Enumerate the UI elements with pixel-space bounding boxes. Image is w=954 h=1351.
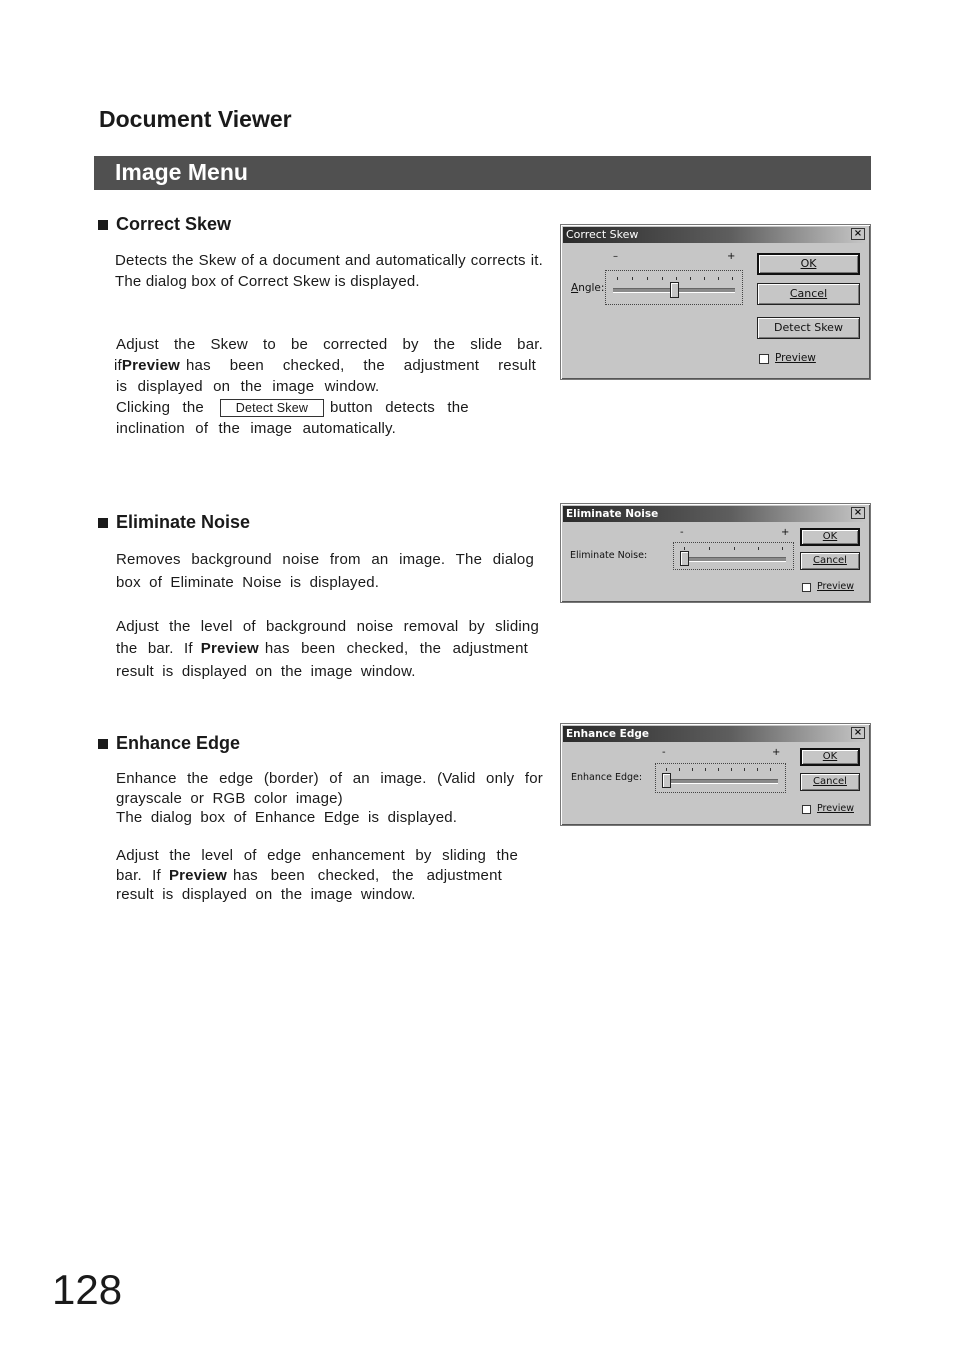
- image-menu-bar: Image Menu: [94, 156, 871, 190]
- eliminate-noise-checked-text: has been checked, the adjustment: [264, 640, 528, 657]
- eliminate-noise-heading-text: Eliminate Noise: [116, 512, 251, 532]
- enhance-edge-para2c: result is displayed on the image window.: [116, 886, 416, 903]
- eliminate-noise-slider[interactable]: [673, 542, 794, 570]
- enhance-edge-description: [116, 769, 543, 828]
- preview-label: Preview: [775, 352, 816, 364]
- eliminate-noise-dialog-titlebar: [563, 506, 868, 522]
- correct-skew-button-detects-text: button detects the: [329, 399, 469, 416]
- ok-button[interactable]: OK: [757, 253, 860, 275]
- angle-minus-label: –: [613, 251, 618, 262]
- cancel-button[interactable]: Cancel: [800, 773, 860, 791]
- eliminate-noise-dialog: [560, 503, 871, 603]
- eliminate-noise-para1a: Removes background noise from an image. The dialog: [116, 551, 534, 568]
- enhance-edge-heading: [98, 733, 240, 754]
- preview-checkbox[interactable]: [759, 354, 769, 364]
- preview-checkbox[interactable]: [802, 583, 811, 592]
- enhance-edge-para1c: The dialog box of Enhance Edge is displayed.: [116, 809, 458, 826]
- eliminate-noise-preview-bold: Preview: [200, 640, 259, 657]
- enhance-edge-heading-text: Enhance Edge: [116, 733, 241, 753]
- cancel-button[interactable]: Cancel: [757, 283, 860, 305]
- eliminate-noise-adjust: [116, 616, 539, 638]
- noise-slider-thumb[interactable]: [680, 551, 689, 566]
- enhance-edge-dialog: [560, 723, 871, 826]
- enhance-edge-slider[interactable]: [655, 763, 786, 793]
- angle-slider-thumb[interactable]: [670, 282, 679, 298]
- document-viewer-heading: Document Viewer: [99, 106, 292, 132]
- edge-slider-thumb[interactable]: [662, 773, 671, 788]
- enhance-edge-checked-text: has been checked, the adjustment: [233, 867, 502, 884]
- enhance-edge-dialog-titlebar: [563, 726, 868, 742]
- correct-skew-clicking-text: Clicking the: [116, 399, 204, 416]
- correct-skew-dialog-title: Correct Skew: [566, 228, 639, 241]
- eliminate-noise-para2a: Adjust the level of background noise removal by sliding: [116, 618, 539, 635]
- detect-skew-inline-button: Detect Skew: [220, 399, 324, 417]
- eliminate-noise-description: [116, 548, 534, 594]
- close-icon[interactable]: ×: [851, 727, 865, 739]
- correct-skew-para2c: is displayed on the image window.: [116, 378, 380, 395]
- ok-button[interactable]: OK: [800, 748, 860, 766]
- eliminate-noise-preview-line: [116, 638, 528, 660]
- eliminate-noise-para1b: box of Eliminate Noise is displayed.: [116, 574, 380, 591]
- correct-skew-dialog-titlebar: [563, 227, 868, 243]
- correct-skew-heading-text: Correct Skew: [116, 214, 232, 234]
- eliminate-noise-bar-if: the bar. If: [116, 640, 193, 657]
- enhance-edge-preview-line: [116, 866, 502, 886]
- bullet-square-icon: [98, 220, 108, 230]
- page-number: 128: [52, 1266, 123, 1313]
- correct-skew-adjust-text: [116, 334, 543, 355]
- correct-skew-para1: Detects the Skew of a document and automatically corrects it. The dialog box of Correct Skew is displayed.: [115, 252, 543, 290]
- preview-label: Preview: [817, 581, 854, 592]
- correct-skew-para2a: Adjust the Skew to be corrected by the slide bar.: [116, 336, 543, 353]
- angle-plus-label: +: [727, 251, 736, 262]
- eliminate-noise-para2c: result is displayed on the image window.: [116, 663, 416, 680]
- correct-skew-description: [115, 250, 543, 292]
- angle-slider[interactable]: [605, 270, 743, 305]
- eliminate-noise-heading: [98, 512, 250, 533]
- detect-skew-button[interactable]: Detect Skew: [757, 317, 860, 339]
- preview-checkbox[interactable]: [802, 805, 811, 814]
- enhance-edge-dialog-title: Enhance Edge: [566, 728, 650, 740]
- enhance-edge-para1b: grayscale or RGB color image): [116, 789, 343, 807]
- correct-skew-para3-end: inclination of the image automatically.: [116, 420, 396, 437]
- correct-skew-heading: [98, 214, 231, 235]
- enhance-edge-para1a: Enhance the edge (border) of an image. (Valid only for: [116, 770, 543, 787]
- bullet-square-icon: [98, 518, 108, 528]
- preview-label: Preview: [817, 803, 854, 814]
- cancel-button[interactable]: Cancel: [800, 552, 860, 570]
- enhance-edge-preview-bold: Preview: [168, 867, 228, 884]
- edge-plus-label: +: [772, 747, 781, 758]
- correct-skew-dialog: [560, 224, 871, 380]
- correct-skew-preview-line: [114, 355, 536, 376]
- angle-label: Angle:: [571, 282, 605, 294]
- noise-minus-label: -: [680, 527, 684, 538]
- noise-plus-label: +: [781, 527, 790, 538]
- enhance-edge-para2a: Adjust the level of edge enhancement by sliding the: [116, 847, 518, 864]
- eliminate-noise-dialog-title: Eliminate Noise: [566, 508, 659, 520]
- enhance-edge-adjust: [116, 846, 518, 866]
- eliminate-noise-label: Eliminate Noise:: [570, 550, 648, 561]
- ok-button[interactable]: OK: [800, 528, 860, 546]
- bullet-square-icon: [98, 739, 108, 749]
- close-icon[interactable]: ×: [851, 228, 865, 240]
- correct-skew-clicking-line: [116, 397, 486, 418]
- edge-minus-label: -: [662, 747, 666, 758]
- correct-skew-checked-text: has been checked, the adjustment result: [186, 357, 536, 374]
- correct-skew-if: if: [114, 357, 122, 374]
- correct-skew-preview-bold: Preview: [121, 357, 181, 374]
- enhance-edge-label: Enhance Edge:: [571, 772, 643, 783]
- enhance-edge-bar-if: bar. If: [116, 867, 161, 884]
- close-icon[interactable]: ×: [851, 507, 865, 519]
